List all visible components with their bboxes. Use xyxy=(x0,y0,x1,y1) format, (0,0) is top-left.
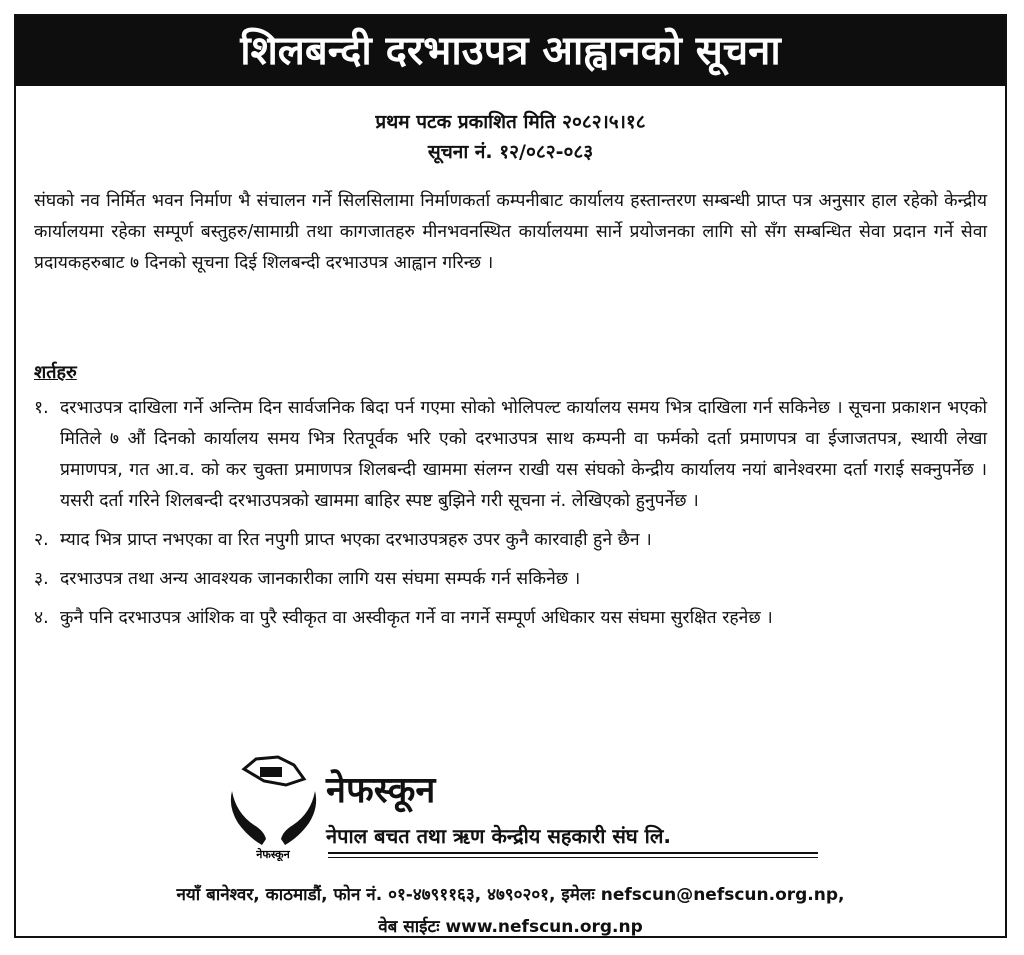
logo-caption: नेफस्कून xyxy=(256,848,290,861)
brand-name: नेफस्कून xyxy=(326,770,436,811)
term-number: १. xyxy=(34,398,49,418)
terms-list xyxy=(34,393,987,642)
term-text: म्याद भित्र प्राप्त नभएका वा रित नपुगी प्राप्त भएका दरभाउपत्रहरु उपर कुनै कारवाही हुने छैन । xyxy=(60,530,652,550)
first-published-date: प्रथम पटक प्रकाशित मिति २०८२।५।१८ xyxy=(375,111,646,133)
divider xyxy=(328,857,818,858)
term-item xyxy=(34,525,987,556)
term-text: दरभाउपत्र तथा अन्य आवश्यक जानकारीका लागि यस संघमा सम्पर्क गर्न सकिनेछ । xyxy=(60,569,581,589)
website: वेब साईटः www.nefscun.org.np xyxy=(378,917,643,937)
term-item xyxy=(34,603,987,634)
term-text: दरभाउपत्र दाखिला गर्ने अन्तिम दिन सार्वजनिक बिदा पर्न गएमा सोको भोलिपल्ट कार्यालय समय भित्र दाखिला गर्न सकिनेछ । सूचना प्रकाशन भएको मितिले ७ औं दिनको कार्यालय समय भित्र रितपूर्वक भरि एको दरभाउपत्र साथ कम्पनी वा फर्मको दर्ता प्रमाणपत्र वा ईजाजतपत्र, स्थायी लेखा प्रमाणपत्र, गत आ.व. को कर चुक्ता प्रमाणपत्र शिलबन्दी खाममा संलग्न राखी यस संघको केन्द्रीय कार्यालय नयां बानेश्वरमा दर्ता गराई सक्नुपर्नेछ । यसरी दर्ता गरिने शिलबन्दी दरभाउपत्रको खाममा बाहिर स्पष्ट बुझिने गरी सूचना नं. लेखिएको हुनुपर्नेछ । xyxy=(60,398,987,511)
notice-frame xyxy=(14,14,1007,938)
intro-paragraph: संघको नव निर्मित भवन निर्माण भै संचालन गर्ने सिलसिलामा निर्माणकर्ता कम्पनीबाट कार्यालय हस्तान्तरण सम्बन्धी प्राप्त पत्र अनुसार हाल रहेको केन्द्रीय कार्यालयमा रहेका सम्पूर्ण बस्तुहरु/सामाग्री तथा कागजातहरु मीनभवनस्थित कार्यालयमा सार्ने प्रयोजनका लागि सो सँग सम्बन्धित सेवा प्रदान गर्ने सेवा प्रदायकहरुबाट ७ दिनको सूचना दिई शिलबन्दी दरभाउपत्र आह्वान गरिन्छ । xyxy=(34,191,987,273)
term-number: ४. xyxy=(34,608,49,628)
term-item xyxy=(34,393,987,517)
divider xyxy=(328,852,818,854)
hands-holding-map-icon xyxy=(226,751,321,861)
notice-title: शिलबन्दी दरभाउपत्र आह्वानको सूचना xyxy=(16,16,1005,86)
term-item xyxy=(34,564,987,595)
term-number: ३. xyxy=(34,569,49,589)
terms-heading: शर्तहरु xyxy=(34,362,77,383)
term-number: २. xyxy=(34,530,49,550)
term-text: कुनै पनि दरभाउपत्र आंशिक वा पुरै स्वीकृत वा अस्वीकृत गर्ने वा नगर्ने सम्पूर्ण अधिकार यस संघमा सुरक्षित रहनेछ । xyxy=(60,608,773,628)
contact-info: नयाँ बानेश्वर, काठमाडौं, फोन नं. ०१-४७९११६३, ४७९०२०१, इमेलः nefscun@nefscun.org.np, xyxy=(176,885,845,905)
organization-name: नेपाल बचत तथा ऋण केन्द्रीय सहकारी संघ लि. xyxy=(326,824,671,848)
notice-number: सूचना नं. १२/०८२-०८३ xyxy=(427,141,594,163)
nefscun-logo xyxy=(226,751,321,861)
